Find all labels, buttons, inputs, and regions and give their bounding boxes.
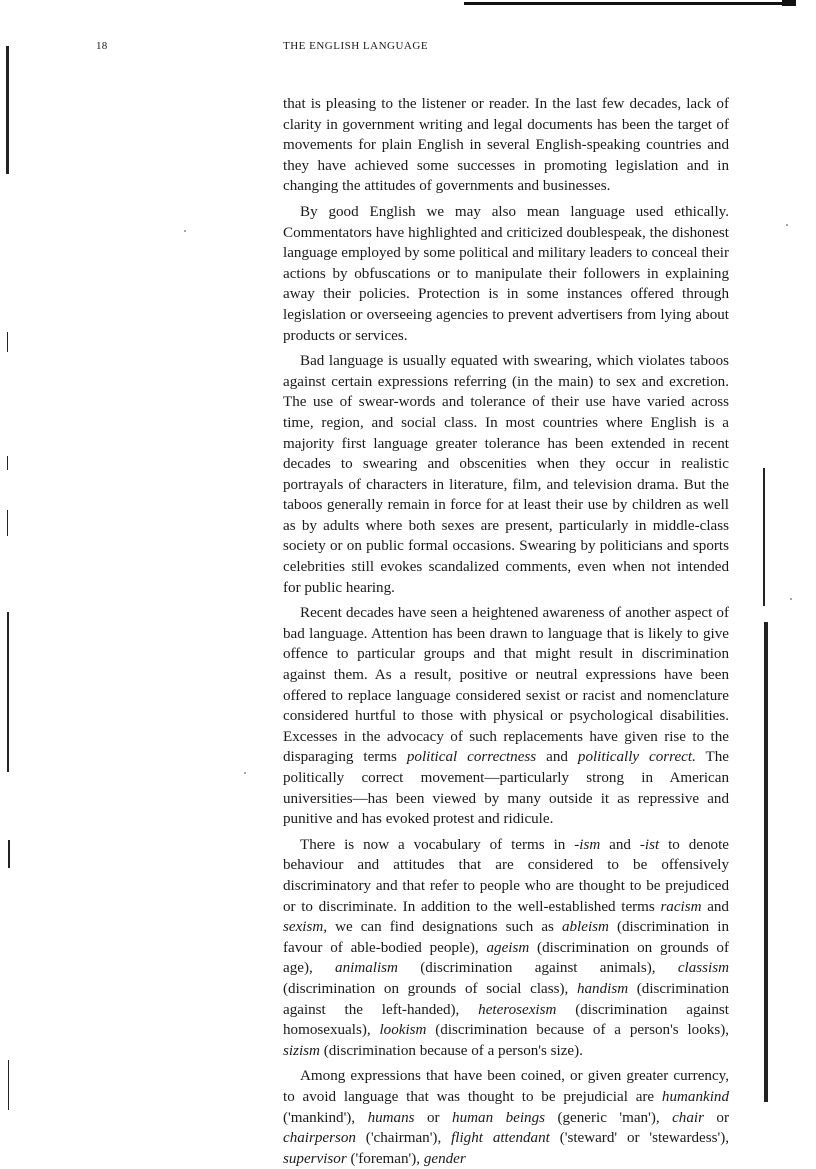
italic-term: lookism (379, 1022, 427, 1039)
text-run: and (600, 836, 640, 853)
text-run: or (414, 1109, 453, 1126)
text-run: (discrimination against the left-handed), (283, 980, 729, 1018)
right-scan-edge-mark (764, 622, 768, 1102)
text-run: Bad language is usually equated with swearing, which violates taboos against certain expressions referring (in the main) to sex and excretion. The use of swear-words and tolerance of their use have varied across time, region, and social class. In most countries where English is a majority first language greater tolerance has been extended in recent decades to swearing and obscenities when they occur in realistic portrayals of characters in literature, film, and television drama. But the taboos generally remain in force for at least their use by children as well as by adults where both sexes are present, particularly in middle-class society or on public formal occasions. Swearing by politicians and sports celebrities still evokes scandalized comments, even when not intended for public hearing. (283, 353, 729, 596)
right-scan-edge-mark (763, 468, 765, 606)
italic-term: ableism (561, 919, 609, 936)
scan-speck (184, 230, 186, 232)
text-run: (discrimination on grounds of age), (283, 939, 729, 977)
italic-term: heterosexism (478, 1001, 557, 1018)
text-run: we can find designations such as (327, 919, 562, 936)
text-run: (discrimination against homosexuals), (283, 1001, 729, 1039)
text-run: or (703, 1109, 730, 1126)
text-run: and (701, 898, 729, 915)
running-head: THE ENGLISH LANGUAGE (283, 40, 429, 52)
italic-term: chairperson (283, 1130, 356, 1147)
italic-term: chair (672, 1109, 704, 1126)
paragraph (283, 835, 729, 1062)
italic-term: supervisor (283, 1150, 347, 1167)
text-run: (discrimination in favour of able-bodied people), (283, 919, 729, 956)
italic-term: sexism, (283, 919, 328, 936)
text-run: to denote behaviour and attitudes that are considered to be offensively discriminatory and that refer to people who are thought to be prejudiced or to discriminate. In addition to the well-established terms (283, 836, 729, 915)
left-scan-edge-mark (7, 612, 9, 772)
paragraph (283, 603, 729, 830)
text-run: (discrimination on grounds of social class), (283, 980, 577, 997)
text-run: ('chairman'), (355, 1130, 452, 1147)
text-run: There is now a vocabulary of terms in (300, 836, 575, 853)
paragraph (283, 202, 729, 346)
paragraph (283, 351, 729, 598)
italic-term: sizism (283, 1042, 320, 1059)
italic-term: gender (423, 1150, 466, 1167)
text-run: (discrimination because of a person's size). (319, 1042, 583, 1059)
scan-speck (790, 598, 792, 600)
text-run: and (536, 749, 578, 766)
text-run: (discrimination against animals), (397, 960, 678, 977)
italic-term: humankind (661, 1088, 729, 1105)
body-text (283, 94, 729, 1169)
italic-term: racism (660, 898, 702, 915)
italic-term: ageism (486, 939, 530, 956)
text-run: Recent decades have seen a heightened awareness of another aspect of bad language. Attention has been drawn to language that is likely to give offence to particular groups and that might result in discrimination against them. As a result, positive or neutral expressions have been offered to replace language considered sexist or racist and nomenclature considered hurtful to those with physical or psychological disabilities. Excesses in the advocacy of such replacements have given rise to the disparaging terms (283, 605, 729, 766)
text-run: ('mankind'), (283, 1109, 368, 1126)
text-run: By good English we may also mean language used ethically. Commentators have highlighted and criticized doublespeak, the dishonest language employed by some political and military leaders to conceal their actions by obfuscations or to manipulate their followers in explaining away their policies. Protection is in some instances offered through legislation or overseeing agencies to prevent advertisers from lying about products or services. (283, 203, 729, 344)
top-rule (464, 2, 796, 5)
left-scan-edge-mark (7, 510, 8, 536)
left-scan-edge-mark (6, 46, 9, 174)
text-run: The politically correct movement—particularly strong in American universities—has been viewed by many outside it as repressive and punitive and has evoked protest and ridicule. (283, 749, 730, 828)
italic-term: humans (367, 1109, 415, 1126)
left-scan-edge-mark (8, 1060, 9, 1110)
left-scan-edge-mark (7, 456, 8, 470)
page-number: 18 (96, 40, 108, 52)
italic-term: -ist (639, 836, 660, 853)
text-run: (discrimination because of a person's looks), (426, 1022, 729, 1039)
text-run: Among expressions that have been coined, or given greater currency, to avoid language that was thought to be prejudicial are (283, 1068, 729, 1105)
italic-term: human beings (452, 1109, 546, 1126)
italic-term: flight attendant (451, 1130, 550, 1147)
italic-term: politically correct. (577, 749, 696, 766)
paragraph (283, 1066, 729, 1169)
italic-term: animalism (335, 960, 398, 977)
text-run: ('foreman'), (346, 1150, 424, 1167)
italic-term: handism (576, 980, 629, 997)
italic-term: classism (677, 960, 729, 977)
text-run: that is pleasing to the listener or reader. In the last few decades, lack of clarity in government writing and legal documents has been the target of movements for plain English in several English-speaking countries and they have achieved some successes in promoting legislation and in changing the attitudes of governments and businesses. (283, 96, 729, 195)
top-rule-end (782, 0, 796, 6)
italic-term: political correctness (406, 749, 537, 766)
scan-speck (786, 224, 788, 226)
left-scan-edge-mark (8, 840, 10, 868)
italic-term: -ism (574, 836, 601, 853)
scan-speck (244, 772, 246, 774)
text-run: ('steward' or 'stewardess'), (549, 1130, 730, 1147)
text-run: (generic 'man'), (545, 1109, 673, 1126)
paragraph (283, 94, 729, 197)
left-scan-edge-mark (7, 332, 8, 352)
